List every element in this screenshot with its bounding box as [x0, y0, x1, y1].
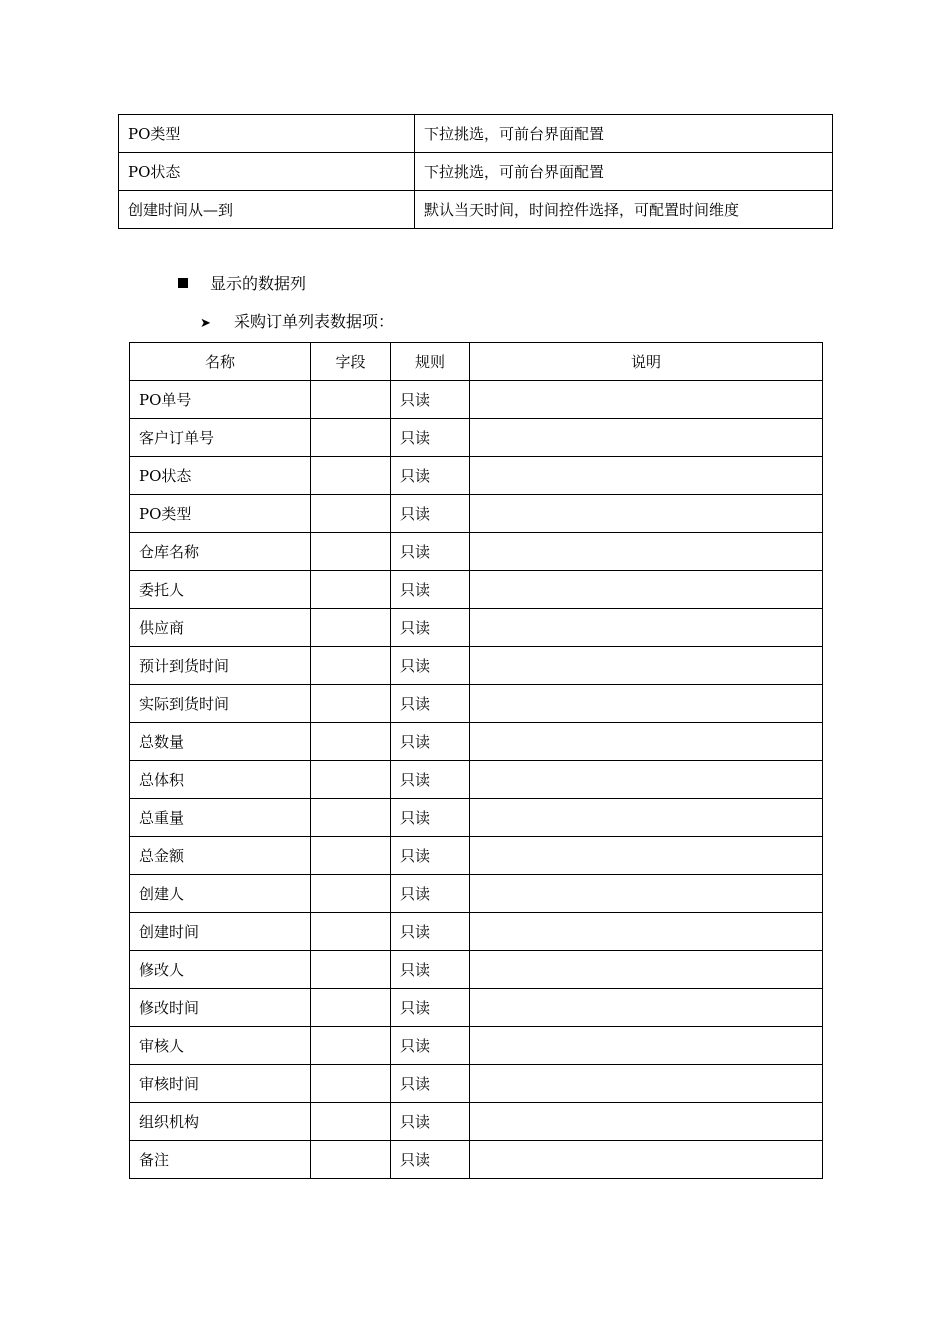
- desc-cell: [470, 495, 823, 533]
- desc-cell: [470, 1141, 823, 1179]
- table-row: [130, 913, 823, 951]
- name-cell: 预计到货时间: [130, 647, 311, 685]
- table-row: [130, 875, 823, 913]
- rule-cell: 只读: [391, 495, 470, 533]
- rule-cell: 只读: [391, 647, 470, 685]
- field-cell: [311, 419, 391, 457]
- field-cell: [311, 723, 391, 761]
- table-row: [119, 191, 833, 229]
- name-cell: 实际到货时间: [130, 685, 311, 723]
- desc-cell: [470, 1103, 823, 1141]
- name-cell: 客户订单号: [130, 419, 311, 457]
- rule-cell: 只读: [391, 381, 470, 419]
- table-row: [130, 951, 823, 989]
- field-cell: [311, 837, 391, 875]
- name-cell: 总重量: [130, 799, 311, 837]
- desc-cell: [470, 609, 823, 647]
- table-row: [130, 799, 823, 837]
- rule-cell: 只读: [391, 989, 470, 1027]
- table-row: [130, 761, 823, 799]
- filter-desc-cell: 下拉挑选，可前台界面配置: [415, 115, 833, 153]
- table-header-row: [130, 343, 823, 381]
- name-cell: 审核时间: [130, 1065, 311, 1103]
- section-bullet-text: 显示的数据列: [210, 274, 307, 293]
- field-cell: [311, 381, 391, 419]
- field-cell: [311, 533, 391, 571]
- desc-cell: [470, 533, 823, 571]
- rule-cell: 只读: [391, 1141, 470, 1179]
- table-row: [119, 115, 833, 153]
- rule-cell: 只读: [391, 913, 470, 951]
- field-cell: [311, 571, 391, 609]
- rule-cell: 只读: [391, 875, 470, 913]
- field-cell: [311, 685, 391, 723]
- desc-cell: [470, 1065, 823, 1103]
- purchase-order-columns-table: [129, 342, 823, 1179]
- section-sub-bullet: [200, 310, 394, 336]
- desc-cell: [470, 837, 823, 875]
- table-row: [130, 381, 823, 419]
- name-cell: 仓库名称: [130, 533, 311, 571]
- column-header-desc: 说明: [470, 343, 823, 381]
- table-row: [130, 457, 823, 495]
- desc-cell: [470, 685, 823, 723]
- desc-cell: [470, 913, 823, 951]
- field-cell: [311, 457, 391, 495]
- name-cell: 委托人: [130, 571, 311, 609]
- rule-cell: 只读: [391, 1065, 470, 1103]
- name-cell: 总金额: [130, 837, 311, 875]
- filter-desc-cell: 下拉挑选，可前台界面配置: [415, 153, 833, 191]
- field-cell: [311, 647, 391, 685]
- rule-cell: 只读: [391, 1027, 470, 1065]
- filter-conditions-table: [118, 114, 833, 229]
- rule-cell: 只读: [391, 799, 470, 837]
- field-cell: [311, 875, 391, 913]
- field-cell: [311, 951, 391, 989]
- name-cell: PO状态: [130, 457, 311, 495]
- field-cell: [311, 495, 391, 533]
- rule-cell: 只读: [391, 837, 470, 875]
- table-row: [130, 609, 823, 647]
- field-cell: [311, 799, 391, 837]
- name-cell: 组织机构: [130, 1103, 311, 1141]
- table-row: [130, 723, 823, 761]
- rule-cell: 只读: [391, 419, 470, 457]
- field-cell: [311, 761, 391, 799]
- desc-cell: [470, 799, 823, 837]
- desc-cell: [470, 571, 823, 609]
- name-cell: 修改人: [130, 951, 311, 989]
- table-row: [130, 1103, 823, 1141]
- rule-cell: 只读: [391, 761, 470, 799]
- desc-cell: [470, 647, 823, 685]
- table-body: [130, 381, 823, 1179]
- field-cell: [311, 1065, 391, 1103]
- field-cell: [311, 913, 391, 951]
- desc-cell: [470, 951, 823, 989]
- table-row: [130, 533, 823, 571]
- table-row: [130, 989, 823, 1027]
- filter-field-cell: PO类型: [119, 115, 415, 153]
- filter-desc-cell: 默认当天时间，时间控件选择，可配置时间维度: [415, 191, 833, 229]
- name-cell: PO单号: [130, 381, 311, 419]
- name-cell: 修改时间: [130, 989, 311, 1027]
- desc-cell: [470, 419, 823, 457]
- rule-cell: 只读: [391, 571, 470, 609]
- desc-cell: [470, 723, 823, 761]
- table-row: [130, 837, 823, 875]
- filter-field-cell: 创建时间从—到: [119, 191, 415, 229]
- desc-cell: [470, 989, 823, 1027]
- name-cell: 创建人: [130, 875, 311, 913]
- desc-cell: [470, 1027, 823, 1065]
- desc-cell: [470, 381, 823, 419]
- rule-cell: 只读: [391, 457, 470, 495]
- table-row: [130, 1027, 823, 1065]
- arrow-bullet-icon: ➤: [200, 316, 211, 331]
- field-cell: [311, 1103, 391, 1141]
- field-cell: [311, 989, 391, 1027]
- table-row: [130, 495, 823, 533]
- rule-cell: 只读: [391, 723, 470, 761]
- name-cell: 审核人: [130, 1027, 311, 1065]
- table-row: [130, 571, 823, 609]
- table-row: [130, 1141, 823, 1179]
- name-cell: PO类型: [130, 495, 311, 533]
- column-header-rule: 规则: [391, 343, 470, 381]
- column-header-field: 字段: [311, 343, 391, 381]
- desc-cell: [470, 457, 823, 495]
- sub-bullet-text: 采购订单列表数据项：: [234, 312, 395, 331]
- desc-cell: [470, 761, 823, 799]
- desc-cell: [470, 875, 823, 913]
- table-row: [130, 419, 823, 457]
- rule-cell: 只读: [391, 951, 470, 989]
- field-cell: [311, 609, 391, 647]
- rule-cell: 只读: [391, 685, 470, 723]
- name-cell: 备注: [130, 1141, 311, 1179]
- rule-cell: 只读: [391, 609, 470, 647]
- section-bullet: [178, 272, 306, 296]
- field-cell: [311, 1141, 391, 1179]
- square-bullet-icon: [178, 278, 188, 288]
- column-header-name: 名称: [130, 343, 311, 381]
- rule-cell: 只读: [391, 1103, 470, 1141]
- field-cell: [311, 1027, 391, 1065]
- filter-field-cell: PO状态: [119, 153, 415, 191]
- table-row: [130, 685, 823, 723]
- name-cell: 创建时间: [130, 913, 311, 951]
- table-row: [119, 153, 833, 191]
- name-cell: 总体积: [130, 761, 311, 799]
- rule-cell: 只读: [391, 533, 470, 571]
- table-row: [130, 647, 823, 685]
- table-row: [130, 1065, 823, 1103]
- name-cell: 总数量: [130, 723, 311, 761]
- name-cell: 供应商: [130, 609, 311, 647]
